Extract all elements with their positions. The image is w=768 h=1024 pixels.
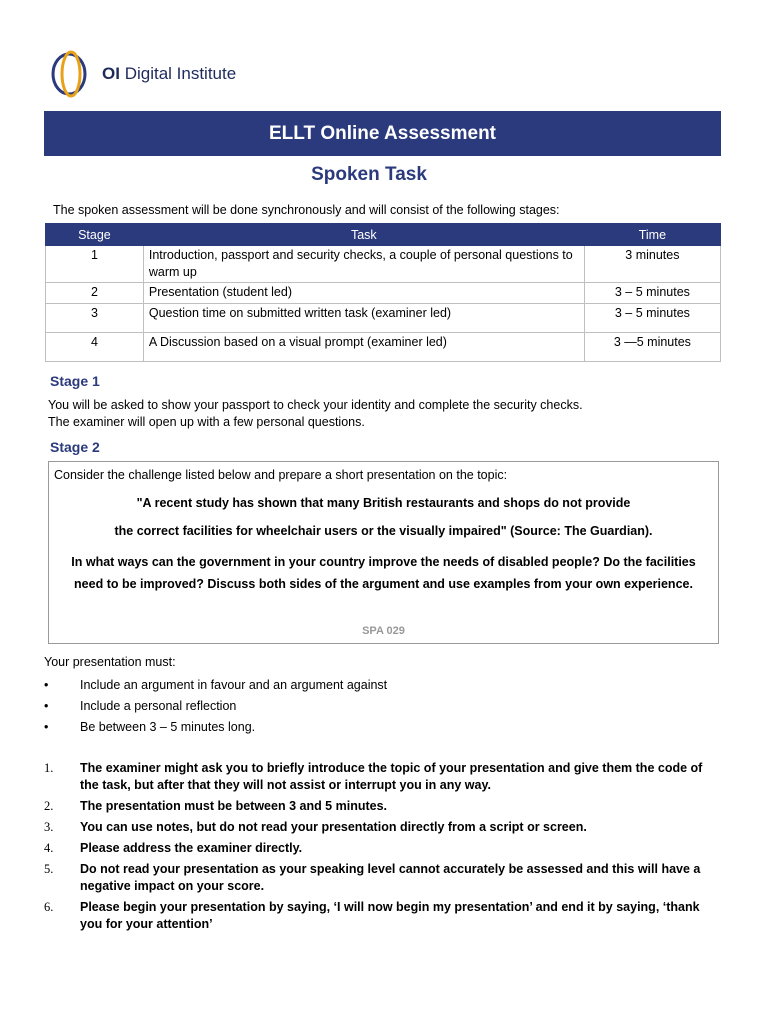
table-header-row xyxy=(46,224,721,246)
list-item xyxy=(0,840,720,857)
rule-text: Please begin your presentation by saying, ‘I will now begin my presentation’ and end it by saying, ‘thank you for your attention’ xyxy=(80,900,700,931)
stages-table xyxy=(45,223,721,362)
stage-cell: 3 xyxy=(46,304,144,333)
rule-text: Please address the examiner directly. xyxy=(80,841,303,855)
logo-text: OI Digital Institute xyxy=(102,64,237,83)
table-row xyxy=(46,304,721,333)
rule-number: 5. xyxy=(44,862,54,876)
table-row xyxy=(46,333,721,362)
task-cell: A Discussion based on a visual prompt (examiner led) xyxy=(143,333,584,362)
topic-question: In what ways can the government in your country improve the needs of disabled people? Do the facilities need to be improved? Discuss both sides of the argument and use examples from your own experience. xyxy=(71,555,696,591)
rule-number: 1. xyxy=(44,761,54,775)
presentation-topic-box xyxy=(48,461,719,644)
topic-quote-line2: the correct facilities for wheelchair users or the visually impaired" (Source: The Guardian). xyxy=(114,524,653,538)
stage-cell: 1 xyxy=(46,246,144,283)
rule-number: 4. xyxy=(44,841,54,855)
time-cell: 3 minutes xyxy=(584,246,720,283)
header-task: Task xyxy=(143,224,584,246)
stage-cell: 2 xyxy=(46,283,144,304)
header-stage: Stage xyxy=(46,224,144,246)
list-item: • Be between 3 – 5 minutes long. xyxy=(0,718,387,739)
list-item: • Include an argument in favour and an argument against xyxy=(0,676,387,697)
time-cell: 3 – 5 minutes xyxy=(584,283,720,304)
stage1-heading: Stage 1 xyxy=(50,373,100,389)
rule-text: Do not read your presentation as your speaking level cannot accurately be assessed and this will have a negative impact on your score. xyxy=(80,862,701,893)
intro-text: The spoken assessment will be done synchronously and will consist of the following stages: xyxy=(53,203,560,217)
presentation-must-label: Your presentation must: xyxy=(44,655,176,669)
oi-rings-logo-icon xyxy=(48,48,94,100)
task-cell: Presentation (student led) xyxy=(143,283,584,304)
rule-text: You can use notes, but do not read your presentation directly from a script or screen. xyxy=(80,820,587,834)
presentation-requirements-list xyxy=(0,676,387,739)
list-item xyxy=(0,861,720,895)
rule-number: 2. xyxy=(44,799,54,813)
time-cell: 3 —5 minutes xyxy=(584,333,720,362)
stage1-line2: The examiner will open up with a few personal questions. xyxy=(48,415,365,429)
stage1-line1: You will be asked to show your passport to check your identity and complete the security checks. xyxy=(48,398,583,412)
table-row xyxy=(46,246,721,283)
list-item xyxy=(0,899,720,933)
table-row xyxy=(46,283,721,304)
oi-logo xyxy=(48,48,236,100)
stage2-heading: Stage 2 xyxy=(50,439,100,455)
rule-text: The presentation must be between 3 and 5 minutes. xyxy=(80,799,388,813)
page-subtitle: Spoken Task xyxy=(311,164,427,185)
header-time: Time xyxy=(584,224,720,246)
topic-lead-text: Consider the challenge listed below and prepare a short presentation on the topic: xyxy=(54,468,508,482)
rule-number: 3. xyxy=(44,820,54,834)
task-cell: Question time on submitted written task (examiner led) xyxy=(143,304,584,333)
task-code: SPA 029 xyxy=(362,625,405,637)
rule-text: The examiner might ask you to briefly introduce the topic of your presentation and give them the code of the task, but after that they will not assist or interrupt you in any way. xyxy=(80,761,703,792)
presentation-rules-list xyxy=(0,760,720,937)
list-item xyxy=(0,798,720,815)
topic-quote-line1: "A recent study has shown that many British restaurants and shops do not provide xyxy=(136,496,631,510)
task-cell: Introduction, passport and security checks, a couple of personal questions to warm up xyxy=(143,246,584,283)
list-item: • Include a personal reflection xyxy=(0,697,387,718)
time-cell: 3 – 5 minutes xyxy=(584,304,720,333)
list-item xyxy=(0,760,720,794)
rule-number: 6. xyxy=(44,900,54,914)
list-item xyxy=(0,819,720,836)
stage-cell: 4 xyxy=(46,333,144,362)
assessment-title-banner: ELLT Online Assessment xyxy=(44,111,721,156)
